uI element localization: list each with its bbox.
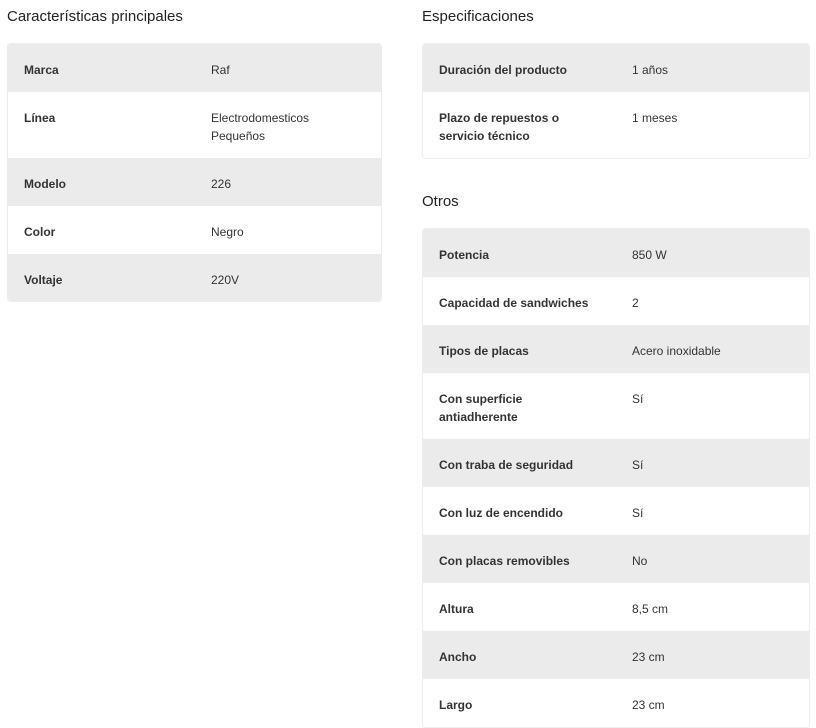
row-value: Electrodomesticos Pequeños <box>211 111 310 143</box>
row-value: Sí <box>632 392 644 406</box>
table-row <box>423 631 809 679</box>
row-key: Voltaje <box>24 273 63 287</box>
row-value: Raf <box>211 63 230 77</box>
row-value: 23 cm <box>632 698 665 712</box>
table-row <box>423 679 809 727</box>
row-value: Sí <box>632 506 644 520</box>
row-key: Altura <box>439 602 474 616</box>
others-table <box>422 228 810 728</box>
table-row <box>423 373 809 439</box>
table-row <box>423 92 809 158</box>
row-value: Sí <box>632 458 644 472</box>
row-value: 1 años <box>632 63 669 77</box>
row-key: Duración del producto <box>439 63 568 77</box>
row-value: Negro <box>211 225 244 239</box>
row-value: No <box>632 554 648 568</box>
table-row <box>423 583 809 631</box>
row-key: Con luz de encendido <box>439 506 564 520</box>
row-value: 226 <box>211 177 232 191</box>
row-key: Ancho <box>439 650 477 664</box>
table-row <box>423 277 809 325</box>
row-key: Marca <box>24 63 59 77</box>
row-key: Con traba de seguridad <box>439 458 574 472</box>
row-key: Modelo <box>24 177 66 191</box>
row-key: Largo <box>439 698 473 712</box>
row-key: Capacidad de sandwiches <box>439 296 589 310</box>
specifications-title: Especificaciones <box>422 8 534 25</box>
row-value: 220V <box>211 273 240 287</box>
row-key: Plazo de repuestos o servicio técnico <box>439 111 560 143</box>
row-key: Con placas removibles <box>439 554 570 568</box>
main-features-title: Características principales <box>7 8 183 25</box>
row-key: Línea <box>24 111 56 125</box>
row-value: Acero inoxidable <box>632 344 721 358</box>
row-key: Con superficie antiadherente <box>439 392 523 424</box>
table-row <box>423 487 809 535</box>
table-row <box>423 439 809 487</box>
row-value: 850 W <box>632 248 667 262</box>
row-value: 8,5 cm <box>632 602 669 616</box>
table-row <box>8 92 381 158</box>
table-row <box>423 229 809 277</box>
table-row <box>8 254 381 301</box>
row-value: 2 <box>632 296 639 310</box>
right-column <box>422 0 810 728</box>
row-value: 1 meses <box>632 111 678 125</box>
row-key: Tipos de placas <box>439 344 529 358</box>
others-title: Otros <box>422 193 459 210</box>
row-value: 23 cm <box>632 650 665 664</box>
main-features-section <box>7 0 382 302</box>
table-row <box>8 158 381 206</box>
row-key: Potencia <box>439 248 490 262</box>
table-row <box>8 44 381 92</box>
table-row <box>423 325 809 373</box>
table-row <box>8 206 381 254</box>
main-features-table <box>7 43 382 302</box>
specifications-table <box>422 43 810 159</box>
row-key: Color <box>24 225 56 239</box>
table-row <box>423 44 809 92</box>
table-row <box>423 535 809 583</box>
